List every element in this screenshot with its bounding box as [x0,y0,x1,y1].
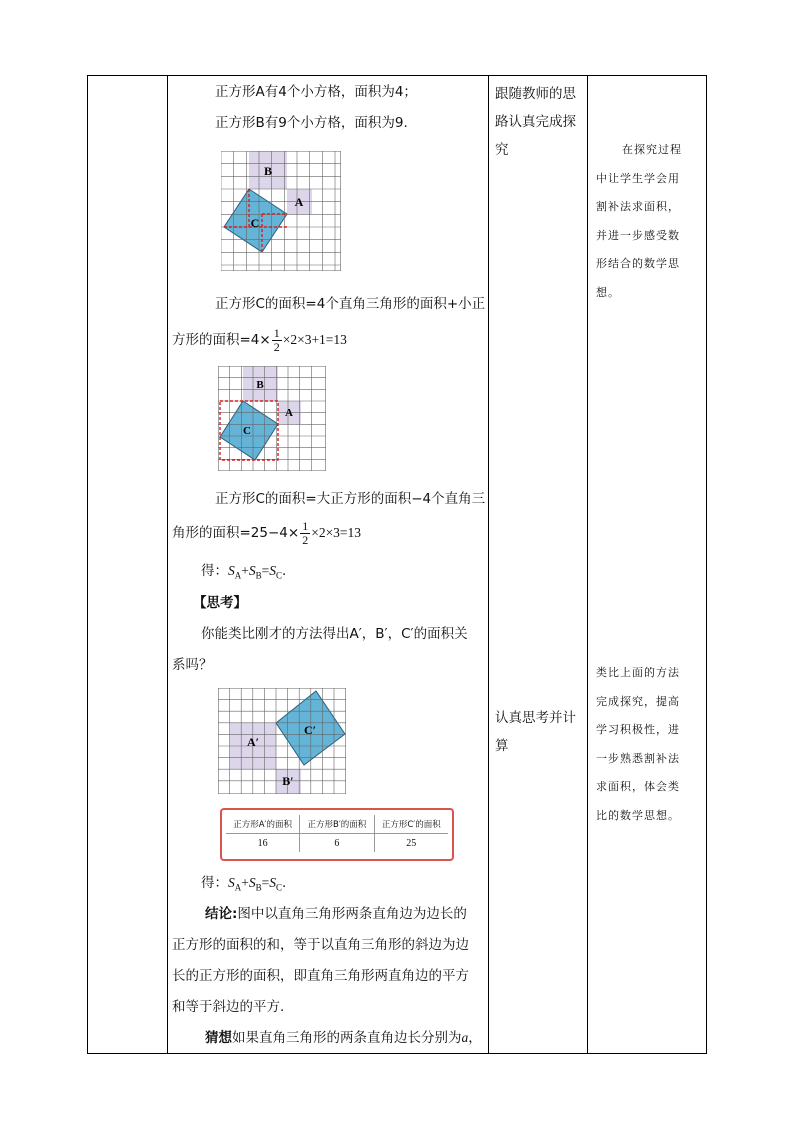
formula-prefix: 角形的面积=25−4× [172,525,300,541]
col-divider-1 [167,75,168,1054]
design-intent-2: 类比上面的方法 完成探究，提高 学习积极性，进 一步熟悉割补法 求面积，体会类 比的数学思想。 [596,666,680,822]
result-1: 得：$S_A+S_B=S_C$. [201,563,287,581]
guess-label: 猜想 [205,1030,232,1046]
label-c: C [250,216,260,230]
header-a-prime: 正方形A′的面积 [226,815,300,834]
value-b-prime: 6 [300,834,374,853]
label-b: B [263,164,273,178]
formula-suffix: ×2×3=13 [311,525,362,540]
conclusion-line-1: 结论:图中以直角三角形两条直角边为边长的 [205,906,467,922]
formula-prefix: 方形的面积=4× [172,332,271,348]
fraction-half: $\frac{1}{2}$ [273,325,280,354]
label-a: A [294,195,304,209]
formula-suffix: ×2×3+1=13 [282,332,347,347]
label-b: B [256,379,264,391]
label-c-prime: C′ [303,723,317,737]
col-divider-2 [488,75,489,1054]
grid-figure-1 [221,151,341,271]
question-line-1: 你能类比刚才的方法得出A′，B′，C′的面积关 [201,626,468,642]
conclusion-line-2: 正方形的面积的和，等于以直角三角形的斜边为边 [172,937,469,953]
label-c: C [243,425,251,437]
table-left-rule [87,75,88,1054]
text-area-c-1: 正方形C的面积=4个直角三角形的面积+小正 [215,296,486,312]
area-table [220,808,454,861]
think-heading: 【思考】 [193,595,247,611]
grid-figure-2 [218,366,326,471]
text-square-b: 正方形B有9个小方格，面积为9. [215,115,408,131]
text-area-c-2: 正方形C的面积=大正方形的面积−4个直角三 [215,491,486,507]
result-2: 得：$S_A+S_B=S_C$. [201,875,287,893]
table-top-rule [87,75,707,76]
guess-line-1: 猜想如果直角三角形的两条直角边长分别为a， [205,1030,482,1046]
label-b-prime: B′ [282,774,294,788]
header-c-prime: 正方形C′的面积 [374,815,448,834]
header-b-prime: 正方形B′的面积 [300,815,374,834]
conclusion-label: 结论: [205,906,238,922]
design-intent-1: 在探究过程 中让学生学会用 割补法求面积， 并进一步感受数 形结合的数学思 想。 [596,143,682,299]
conclusion-line-3: 长的正方形的面积，即直角三角形两直角边的平方 [172,968,469,984]
text-square-a: 正方形A有4个小方格，面积为4； [215,84,417,100]
text-area-c-1-formula [172,325,347,355]
text-area-c-2-formula [172,518,361,548]
conclusion-line-4: 和等于斜边的平方. [172,999,285,1015]
label-a-prime: A′ [246,735,260,749]
col-divider-3 [587,75,588,1054]
label-a: A [285,407,293,419]
student-activity-2: 认真思考并计 算 [495,710,576,754]
student-activity-1: 跟随教师的思 路认真完成探 究 [495,86,576,158]
grid-figure-3 [218,688,346,794]
table-right-rule [706,75,707,1054]
question-line-2: 系吗？ [172,657,213,673]
table-bottom-rule [87,1053,707,1054]
fraction-half: $\frac{1}{2}$ [302,518,309,547]
value-c-prime: 25 [374,834,448,853]
value-a-prime: 16 [226,834,300,853]
